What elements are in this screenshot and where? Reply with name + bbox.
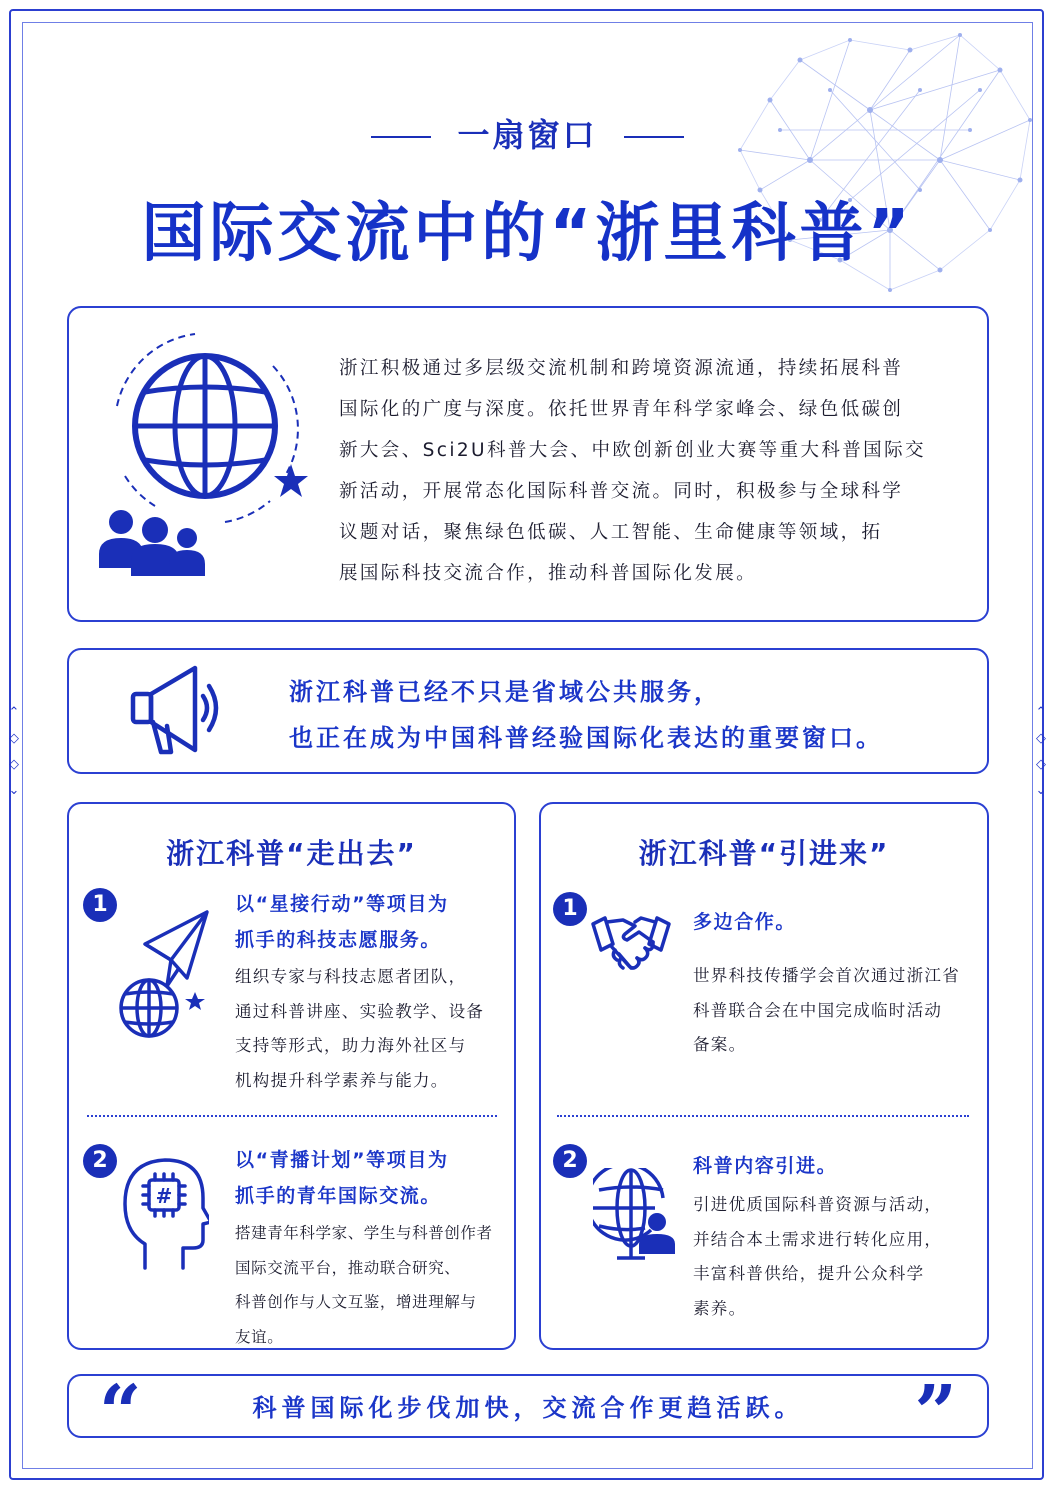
item-description-line: 科普创作与人文互鉴，增进理解与	[235, 1293, 477, 1311]
highlight-panel	[67, 648, 989, 774]
item-description	[693, 1188, 942, 1326]
svg-text:#: #	[155, 1184, 173, 1208]
item-heading-line: 以“星接行动”等项目为	[235, 893, 449, 915]
closing-quote-panel	[67, 1370, 989, 1456]
open-quote-icon: “	[99, 1370, 142, 1456]
item-description-line: 素养。	[693, 1298, 747, 1318]
item-heading-line: 以“青播计划”等项目为	[235, 1149, 449, 1171]
left-side-ornament: ⌃ ◇ ◇ ⌄	[8, 705, 20, 798]
closing-quote-text: 科普国际化步伐加快，交流合作更趋活跃。	[252, 1394, 804, 1422]
item-description-line: 科普联合会在中国完成临时活动	[693, 1000, 943, 1020]
item-description-line: 友谊。	[235, 1327, 284, 1346]
intro-line: 浙江积极通过多层级交流机制和跨境资源流通，持续拓展科普	[339, 358, 904, 379]
kicker-text: 一扇窗口	[457, 116, 598, 154]
item-description-line: 搭建青年科学家、学生与科普创作者	[235, 1224, 493, 1242]
going-out-panel	[67, 802, 516, 1350]
megaphone-icon	[127, 660, 227, 760]
item-description-line: 组织专家与科技志愿者团队，	[235, 967, 467, 986]
intro-line: 新大会、Sci2U科普大会、中欧创新创业大赛等重大科普国际交	[339, 440, 926, 461]
item-heading-line: 抓手的科技志愿服务。	[235, 929, 442, 951]
item-heading-line: 抓手的青年国际交流。	[235, 1185, 442, 1207]
right-side-ornament: ⌃ ◇ ◇ ⌄	[1035, 705, 1047, 798]
close-quote-icon: ”	[914, 1370, 957, 1456]
item-heading-line: 科普内容引进。	[693, 1155, 838, 1177]
dotted-divider	[87, 1115, 497, 1117]
going-out-title: 浙江科普“走出去”	[166, 837, 417, 870]
intro-paragraph	[339, 348, 964, 594]
kicker-line-right	[624, 136, 684, 138]
item-description-line: 支持等形式，助力海外社区与	[235, 1036, 467, 1055]
page-title: 国际交流中的“浙里科普”	[141, 197, 914, 271]
item-description-line: 国际交流平台，推动联合研究、	[235, 1258, 461, 1277]
globe-person-icon	[593, 1168, 675, 1260]
item-number-badge: 2	[83, 1144, 117, 1178]
item-heading	[693, 1148, 837, 1184]
dotted-divider	[557, 1115, 969, 1117]
item-number-badge: 1	[553, 892, 587, 926]
intro-line: 新活动，开展常态化国际科普交流。同时，积极参与全球科学	[339, 481, 904, 502]
handshake-icon	[591, 910, 671, 980]
item-description-line: 机构提升科学素养与能力。	[235, 1070, 449, 1090]
item-description-line: 备案。	[693, 1035, 747, 1054]
paper-plane-globe-icon	[111, 908, 221, 1048]
item-description	[693, 959, 960, 1063]
item-description-line: 世界科技传播学会首次通过浙江省	[693, 966, 960, 985]
item-heading	[235, 886, 449, 958]
intro-line: 国际化的广度与深度。依托世界青年科学家峰会、绿色低碳创	[339, 399, 904, 420]
intro-line: 议题对话，聚焦绿色低碳、人工智能、生命健康等领域，拓	[339, 522, 883, 543]
globe-people-icon	[95, 326, 315, 576]
bringing-in-panel	[539, 802, 989, 1350]
item-description-line: 通过科普讲座、实验教学、设备	[235, 1001, 485, 1021]
item-description-line: 引进优质国际科普资源与活动，	[693, 1195, 943, 1214]
section-kicker	[0, 110, 1055, 156]
item-heading	[235, 1142, 449, 1214]
intro-line: 展国际科技交流合作，推动科普国际化发展。	[339, 563, 758, 584]
item-number-badge: 1	[83, 888, 117, 922]
highlight-line-1: 浙江科普已经不只是省域公共服务，	[289, 678, 721, 706]
kicker-line-left	[371, 136, 431, 138]
item-number-badge: 2	[553, 1144, 587, 1178]
item-description-line: 并结合本土需求进行转化应用，	[693, 1229, 943, 1249]
head-chip-icon	[119, 1152, 209, 1272]
item-heading-line: 多边合作。	[693, 911, 797, 933]
highlight-line-2: 也正在成为中国科普经验国际化表达的重要窗口。	[289, 724, 883, 752]
item-description	[235, 1216, 493, 1354]
bringing-in-title: 浙江科普“引进来”	[638, 837, 890, 870]
item-description	[235, 960, 484, 1098]
item-description-line: 丰富科普供给，提升公众科学	[693, 1264, 925, 1283]
item-heading	[693, 904, 796, 940]
intro-panel	[67, 306, 989, 622]
